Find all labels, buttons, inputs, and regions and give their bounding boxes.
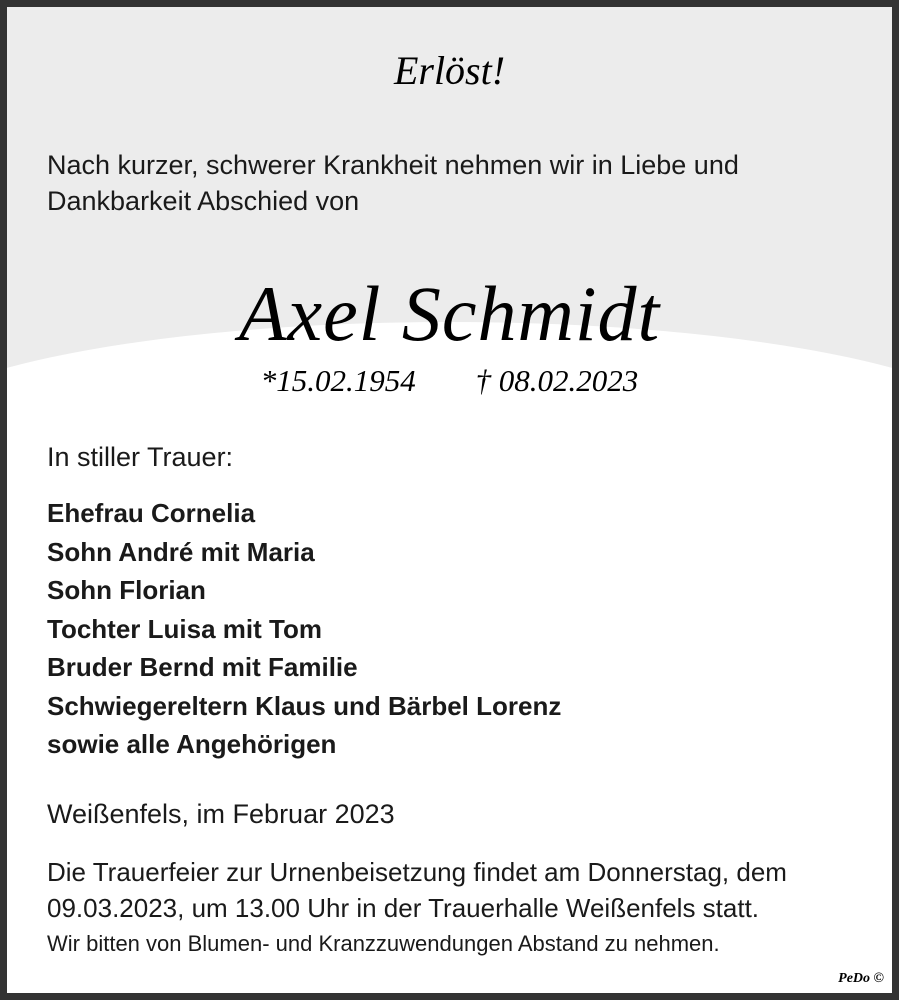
deceased-name: Axel Schmidt [238, 270, 661, 357]
intro-text: Nach kurzer, schwerer Krankheit nehmen wir in Liebe und Dankbarkeit Abschied von [47, 150, 739, 216]
list-item: Sohn Florian [47, 575, 206, 605]
birth-date: *15.02.1954 [260, 363, 416, 398]
notice-title: Erlöst! [393, 48, 506, 93]
place-date: Weißenfels, im Februar 2023 [47, 799, 395, 829]
list-item: Ehefrau Cornelia [47, 498, 256, 528]
flower-note: Wir bitten von Blumen- und Kranzzuwendungen Abstand zu nehmen. [47, 931, 720, 956]
list-item: Tochter Luisa mit Tom [47, 613, 322, 644]
list-item: Sohn André mit Maria [47, 536, 315, 567]
list-item: sowie alle Angehörigen [47, 729, 337, 759]
mourners-heading: In stiller Trauer: [47, 442, 234, 472]
death-date: † 08.02.2023 [475, 363, 639, 398]
list-item: Bruder Bernd mit Familie [47, 652, 358, 682]
publisher-credit: PeDo © [838, 971, 884, 986]
ceremony-info: Die Trauerfeier zur Urnenbeisetzung findet am Donnerstag, dem 09.03.2023, um 13.00 Uhr in der Trauerhalle Weißenfels statt. [47, 857, 787, 923]
mourners-list [47, 494, 561, 764]
life-dates [7, 363, 892, 399]
list-item: Schwiegereltern Klaus und Bärbel Lorenz [47, 690, 562, 721]
